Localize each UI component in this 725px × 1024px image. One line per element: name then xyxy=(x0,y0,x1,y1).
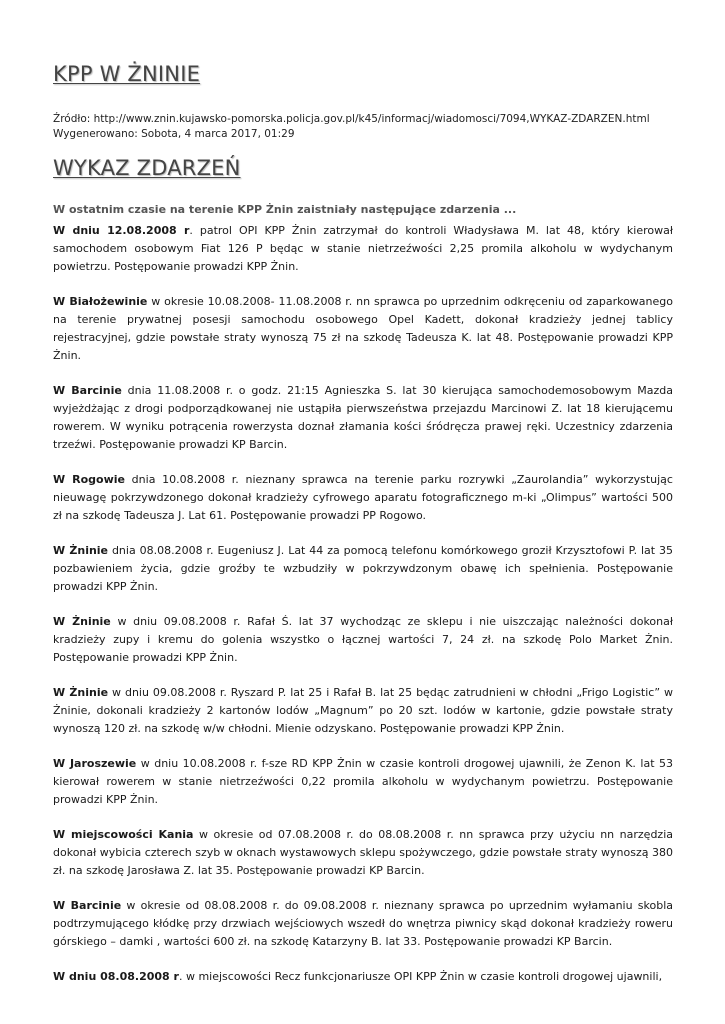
site-title: KPP W ŻNINIE xyxy=(53,62,201,86)
document-meta xyxy=(53,112,673,142)
incident-entry xyxy=(53,755,673,809)
article-title: WYKAZ ZDARZEŃ xyxy=(53,156,241,180)
incident-text: . patrol OPI KPP Żnin zatrzymał do kontroli Władysława M. lat 48, który kierował samochodem osobowym Fiat 126 P będąc w stanie nietrzeźwości 2,25 promila alkoholu w wydychanym powietrzu. Postępowanie prowadzi KPP Żnin. xyxy=(53,224,673,273)
incident-text: dnia 08.08.2008 r. Eugeniusz J. Lat 44 za pomocą telefonu komórkowego groził Krzysztofowi P. lat 35 pozbawieniem życia, gdzie groźby te wzbudziły w pokrzywdzonym obawę ich spełnienia. Postępowanie prowadzi KPP Żnin. xyxy=(53,544,674,593)
incident-entry xyxy=(53,897,673,951)
source-line: Źródło: http://www.znin.kujawsko-pomorska.policja.gov.pl/k45/informacj/wiadomosci/7094,WYKAZ-ZDARZEN.html xyxy=(53,113,650,125)
incident-entry xyxy=(53,684,673,738)
incident-entry xyxy=(53,382,673,454)
incident-entry xyxy=(53,613,673,667)
incident-entry xyxy=(53,471,673,525)
incident-list xyxy=(53,222,673,986)
incident-lead: W Żninie xyxy=(53,686,109,699)
incident-lead: W dniu 12.08.2008 r xyxy=(53,224,190,237)
incident-text: w okresie od 08.08.2008 r. do 09.08.2008 r. nieznany sprawca po uprzednim wyłamaniu skobla podtrzymującego kłódkę przy drzwiach wejściowych wszedł do wnętrza piwnicy skąd dokonał kradzieży roweru górskiego – damki , wartości 600 zł. na szkodę Katarzyny B. lat 33. Postępowanie prowadzi KP Barcin. xyxy=(53,899,673,948)
incident-lead: W Barcinie xyxy=(53,899,122,912)
incident-entry xyxy=(53,968,673,986)
incident-entry xyxy=(53,826,673,880)
incident-entry xyxy=(53,542,673,596)
generated-line: Wygenerowano: Sobota, 4 marca 2017, 01:29 xyxy=(53,128,295,140)
incident-lead: W Żninie xyxy=(53,544,109,557)
incident-lead: W Rogowie xyxy=(53,473,125,486)
article-intro: W ostatnim czasie na terenie KPP Żnin zaistniały następujące zdarzenia ... xyxy=(53,203,517,216)
incident-lead: W Jaroszewie xyxy=(53,757,137,770)
incident-text: w dniu 09.08.2008 r. Ryszard P. lat 25 i Rafał B. lat 25 będąc zatrudnieni w chłodni „Frigo Logistic” w Żninie, dokonali kradzieży 2 kartonów lodów „Magnum” po 20 szt. lodów w kartonie, gdzie powstałe straty wynoszą 120 zł. na szkodę w/w chłodni. Mienie odzyskano. Postępowanie prowadzi KPP Żnin. xyxy=(53,686,673,735)
incident-lead: W Białożewinie xyxy=(53,295,148,308)
incident-lead: W dniu 08.08.2008 r xyxy=(53,970,179,983)
incident-text: w dniu 09.08.2008 r. Rafał Ś. lat 37 wychodząc ze sklepu i nie uiszczając należności dokonał kradzieży zupy i kremu do golenia wszystko o łącznej wartości 7, 24 zł. na szkodę Polo Market Żnin. Postępowanie prowadzi KPP Żnin. xyxy=(53,615,674,664)
incident-text: w dniu 10.08.2008 r. f-sze RD KPP Żnin w czasie kontroli drogowej ujawnili, że Zenon K. lat 53 kierował rowerem w stanie nietrzeźwości 0,22 promila alkoholu w wydychanym powietrzu. Postępowanie prowadzi KPP Żnin. xyxy=(53,757,673,806)
incident-text: w okresie od 07.08.2008 r. do 08.08.2008 r. nn sprawca przy użyciu nn narzędzia dokonał wybicia czterech szyb w oknach wystawowych sklepu spożywczego, gdzie powstałe straty wynoszą 380 zł. na szkodę Jarosława Z. lat 35. Postępowanie prowadzi KP Barcin. xyxy=(53,828,673,877)
incident-text: dnia 11.08.2008 r. o godz. 21:15 Agnieszka S. lat 30 kierująca samochodemosobowym Mazda wyjeżdżając z drogi podporządkowanej nie ustąpiła pierwszeństwa przejazdu Marcinowi Z. lat 18 kierującemu rowerem. W wyniku potrącenia rowerzysta doznał złamania kości śródręcza prawej ręki. Uczestnicy zdarzenia trzeźwi. Postępowanie prowadzi KP Barcin. xyxy=(53,384,673,451)
incident-lead: W Barcinie xyxy=(53,384,122,397)
incident-lead: W miejscowości Kania xyxy=(53,828,194,841)
incident-entry xyxy=(53,293,673,365)
incident-text: w okresie 10.08.2008- 11.08.2008 r. nn sprawca po uprzednim odkręceniu od zaparkowanego na terenie prywatnej posesji samochodu osobowego Opel Kadett, dokonał kradzieży jednej tablicy rejestracyjnej, gdzie powstałe straty wynoszą 75 zł na szkodę Tadeusza K. lat 48. Postępowanie prowadzi KPP Żnin. xyxy=(53,295,673,362)
incident-text: . w miejscowości Recz funkcjonariusze OPI KPP Żnin w czasie kontroli drogowej ujawnili, xyxy=(178,970,663,983)
incident-entry xyxy=(53,222,673,276)
incident-text: dnia 10.08.2008 r. nieznany sprawca na terenie parku rozrywki „Zaurolandia” wykorzystując nieuwagę pokrzywdzonego dokonał kradzieży cyfrowego aparatu fotograficznego m-ki „Olimpus” wartości 500 zł na szkodę Tadeusza J. Lat 61. Postępowanie prowadzi PP Rogowo. xyxy=(53,473,673,522)
incident-lead: W Żninie xyxy=(53,615,111,628)
